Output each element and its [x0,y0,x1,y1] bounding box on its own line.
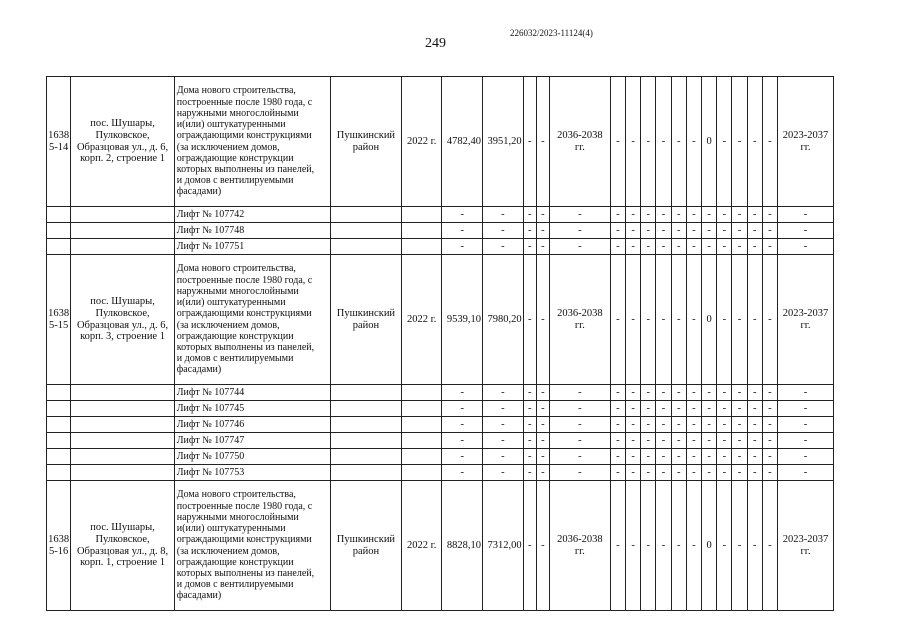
dash-cell: - [442,433,483,449]
final-cell: - [778,239,834,255]
work-cell: - [610,465,625,481]
work-cell: - [626,385,641,401]
area-total-cell: 9539,10 [442,255,483,385]
work-cell: - [747,433,762,449]
dash-cell: - [442,239,483,255]
district-cell: Пушкинский район [330,255,401,385]
work-cell: - [686,433,701,449]
row-id: 1638 5-14 [47,77,71,207]
work-cell: - [641,255,656,385]
work-cell: - [686,465,701,481]
work-cell: - [732,449,747,465]
work-cell: - [732,465,747,481]
work-cell: - [702,465,717,481]
work-cell: - [762,449,777,465]
row-id: 1638 5-15 [47,255,71,385]
work-cell: - [656,401,671,417]
empty-cell [401,465,442,481]
period-cell: 2036-2038 гг. [549,255,610,385]
table-body [47,77,834,611]
empty-cell [47,401,71,417]
work-cell: - [656,239,671,255]
table-row-lift [47,223,834,239]
dash-cell: - [523,481,536,611]
dash-cell: - [483,433,524,449]
work-cell: - [656,465,671,481]
work-cell: - [717,239,732,255]
dash-cell: - [536,449,549,465]
page-number: 249 [425,36,446,51]
work-cell: - [762,77,777,207]
dash-cell: - [483,465,524,481]
work-cell: - [686,223,701,239]
dash-cell: - [549,401,610,417]
work-cell: - [762,255,777,385]
empty-cell [401,207,442,223]
work-cell: - [717,77,732,207]
period-cell: 2036-2038 гг. [549,77,610,207]
final-cell: - [778,223,834,239]
empty-cell [71,401,174,417]
empty-cell [330,449,401,465]
empty-cell [71,385,174,401]
table-row-lift [47,385,834,401]
final-cell: - [778,417,834,433]
work-cell: - [610,417,625,433]
work-cell: - [641,77,656,207]
work-cell: - [610,385,625,401]
work-cell: - [717,417,732,433]
description-cell: Дома нового строительства, построенные после 1980 года, с наружными многослойными и(или) оштукатуренными ограждающими конструкциями (за исключением домов, ограждающие конструкции которых выполнены из панелей, и домов с вентилируемыми фасадами) [174,481,330,611]
work-cell: - [762,465,777,481]
work-cell: 0 [702,255,717,385]
final-cell: - [778,465,834,481]
work-cell: - [671,465,686,481]
empty-cell [401,223,442,239]
dash-cell: - [536,255,549,385]
work-cell: - [656,449,671,465]
final-cell: - [778,207,834,223]
work-cell: - [747,223,762,239]
dash-cell: - [549,207,610,223]
dash-cell: - [536,401,549,417]
work-cell: - [671,417,686,433]
work-cell: - [747,207,762,223]
area-total-cell: 4782,40 [442,77,483,207]
description-cell: Дома нового строительства, построенные после 1980 года, с наружными многослойными и(или) оштукатуренными ограждающими конструкциями (за исключением домов, ограждающие конструкции которых выполнены из панелей, и домов с вентилируемыми фасадами) [174,77,330,207]
table-row-lift [47,239,834,255]
dash-cell: - [442,385,483,401]
final-cell: - [778,401,834,417]
final-period-cell: 2023-2037 гг. [778,255,834,385]
dash-cell: - [549,223,610,239]
work-cell: - [626,481,641,611]
work-cell: - [732,223,747,239]
work-cell: - [641,417,656,433]
empty-cell [71,239,174,255]
work-cell: - [610,401,625,417]
lift-label: Лифт № 107745 [174,401,330,417]
work-cell: - [656,433,671,449]
dash-cell: - [442,223,483,239]
empty-cell [330,223,401,239]
work-cell: - [762,433,777,449]
work-cell: - [641,223,656,239]
work-cell: - [610,255,625,385]
empty-cell [47,449,71,465]
work-cell: - [717,255,732,385]
work-cell: - [732,401,747,417]
dash-cell: - [483,401,524,417]
district-cell: Пушкинский район [330,481,401,611]
empty-cell [71,207,174,223]
dash-cell: - [483,417,524,433]
lift-label: Лифт № 107748 [174,223,330,239]
work-cell: - [610,239,625,255]
work-cell: - [747,481,762,611]
empty-cell [330,433,401,449]
empty-cell [71,465,174,481]
work-cell: - [610,433,625,449]
dash-cell: - [523,433,536,449]
dash-cell: - [536,465,549,481]
work-cell: - [610,449,625,465]
dash-cell: - [536,417,549,433]
work-cell: - [732,239,747,255]
dash-cell: - [442,449,483,465]
work-cell: - [641,481,656,611]
work-cell: - [747,465,762,481]
empty-cell [47,417,71,433]
work-cell: - [717,385,732,401]
dash-cell: - [549,465,610,481]
dash-cell: - [483,239,524,255]
dash-cell: - [523,223,536,239]
work-cell: - [702,401,717,417]
work-cell: - [686,401,701,417]
work-cell: - [732,433,747,449]
dash-cell: - [549,385,610,401]
work-cell: - [717,401,732,417]
final-period-cell: 2023-2037 гг. [778,481,834,611]
work-cell: - [610,77,625,207]
empty-cell [401,239,442,255]
work-cell: - [626,465,641,481]
work-cell: - [732,417,747,433]
empty-cell [330,239,401,255]
work-cell: - [717,223,732,239]
work-cell: - [626,417,641,433]
table-row-lift [47,433,834,449]
row-id: 1638 5-16 [47,481,71,611]
work-cell: - [626,401,641,417]
work-cell: - [702,417,717,433]
work-cell: - [732,207,747,223]
empty-cell [47,433,71,449]
year-cell: 2022 г. [401,77,442,207]
work-cell: - [762,239,777,255]
empty-cell [47,207,71,223]
dash-cell: - [523,255,536,385]
work-cell: - [717,449,732,465]
work-cell: - [610,207,625,223]
work-cell: - [717,481,732,611]
empty-cell [330,207,401,223]
dash-cell: - [523,385,536,401]
work-cell: - [747,239,762,255]
final-cell: - [778,449,834,465]
table-row-lift [47,465,834,481]
lift-label: Лифт № 107746 [174,417,330,433]
table-row-house [47,481,834,611]
empty-cell [330,401,401,417]
dash-cell: - [523,239,536,255]
work-cell: - [747,385,762,401]
work-cell: - [626,207,641,223]
empty-cell [47,223,71,239]
work-cell: - [656,385,671,401]
empty-cell [330,465,401,481]
work-cell: - [717,465,732,481]
work-cell: - [626,77,641,207]
area-living-cell: 7312,00 [483,481,524,611]
empty-cell [401,401,442,417]
year-cell: 2022 г. [401,255,442,385]
dash-cell: - [536,481,549,611]
empty-cell [401,385,442,401]
work-cell: - [641,239,656,255]
housing-table [46,76,834,611]
final-period-cell: 2023-2037 гг. [778,77,834,207]
work-cell: - [671,239,686,255]
dash-cell: - [483,223,524,239]
empty-cell [71,449,174,465]
work-cell: - [671,385,686,401]
work-cell: - [656,207,671,223]
work-cell: 0 [702,77,717,207]
work-cell: - [702,385,717,401]
empty-cell [47,239,71,255]
work-cell: - [626,255,641,385]
empty-cell [71,223,174,239]
dash-cell: - [483,449,524,465]
work-cell: - [641,433,656,449]
dash-cell: - [523,77,536,207]
address-cell: пос. Шушары, Пулковское, Образцовая ул., д. 6, корп. 2, строение 1 [71,77,174,207]
empty-cell [47,465,71,481]
work-cell: - [671,449,686,465]
empty-cell [330,417,401,433]
address-cell: пос. Шушары, Пулковское, Образцовая ул., д. 8, корп. 1, строение 1 [71,481,174,611]
dash-cell: - [523,449,536,465]
empty-cell [71,433,174,449]
dash-cell: - [549,449,610,465]
work-cell: - [626,239,641,255]
dash-cell: - [536,223,549,239]
dash-cell: - [442,401,483,417]
dash-cell: - [549,239,610,255]
empty-cell [401,433,442,449]
work-cell: - [686,481,701,611]
work-cell: 0 [702,481,717,611]
final-cell: - [778,433,834,449]
dash-cell: - [442,465,483,481]
dash-cell: - [442,417,483,433]
work-cell: - [686,77,701,207]
work-cell: - [641,465,656,481]
dash-cell: - [523,465,536,481]
area-living-cell: 7980,20 [483,255,524,385]
work-cell: - [641,207,656,223]
dash-cell: - [483,385,524,401]
dash-cell: - [523,417,536,433]
work-cell: - [641,401,656,417]
work-cell: - [702,449,717,465]
work-cell: - [656,223,671,239]
dash-cell: - [442,207,483,223]
work-cell: - [656,481,671,611]
dash-cell: - [536,77,549,207]
work-cell: - [641,385,656,401]
lift-label: Лифт № 107753 [174,465,330,481]
empty-cell [47,385,71,401]
work-cell: - [702,239,717,255]
work-cell: - [732,481,747,611]
work-cell: - [717,433,732,449]
work-cell: - [762,481,777,611]
work-cell: - [732,255,747,385]
table-row-house [47,77,834,207]
description-cell: Дома нового строительства, построенные после 1980 года, с наружными многослойными и(или) оштукатуренными ограждающими конструкциями (за исключением домов, ограждающие конструкции которых выполнены из панелей, и домов с вентилируемыми фасадами) [174,255,330,385]
work-cell: - [671,433,686,449]
work-cell: - [686,255,701,385]
dash-cell: - [549,417,610,433]
work-cell: - [747,449,762,465]
table-row-lift [47,207,834,223]
empty-cell [401,449,442,465]
work-cell: - [610,223,625,239]
dash-cell: - [483,207,524,223]
work-cell: - [762,417,777,433]
work-cell: - [671,207,686,223]
document-number: 226032/2023-11124(4) [510,28,593,38]
work-cell: - [747,417,762,433]
work-cell: - [671,481,686,611]
work-cell: - [671,255,686,385]
work-cell: - [656,77,671,207]
empty-cell [71,417,174,433]
work-cell: - [626,449,641,465]
work-cell: - [686,449,701,465]
work-cell: - [747,255,762,385]
work-cell: - [702,207,717,223]
work-cell: - [656,255,671,385]
empty-cell [330,385,401,401]
work-cell: - [626,433,641,449]
period-cell: 2036-2038 гг. [549,481,610,611]
lift-label: Лифт № 107751 [174,239,330,255]
dash-cell: - [536,207,549,223]
work-cell: - [686,239,701,255]
table-row-lift [47,401,834,417]
work-cell: - [762,223,777,239]
work-cell: - [732,77,747,207]
work-cell: - [702,223,717,239]
work-cell: - [747,401,762,417]
table-row-house [47,255,834,385]
work-cell: - [732,385,747,401]
dash-cell: - [523,207,536,223]
work-cell: - [686,417,701,433]
dash-cell: - [536,433,549,449]
work-cell: - [762,401,777,417]
area-total-cell: 8828,10 [442,481,483,611]
district-cell: Пушкинский район [330,77,401,207]
dash-cell: - [523,401,536,417]
lift-label: Лифт № 107744 [174,385,330,401]
work-cell: - [686,385,701,401]
work-cell: - [702,433,717,449]
work-cell: - [686,207,701,223]
work-cell: - [626,223,641,239]
year-cell: 2022 г. [401,481,442,611]
dash-cell: - [549,433,610,449]
final-cell: - [778,385,834,401]
work-cell: - [610,481,625,611]
work-cell: - [671,77,686,207]
work-cell: - [641,449,656,465]
table-row-lift [47,417,834,433]
work-cell: - [747,77,762,207]
work-cell: - [762,385,777,401]
work-cell: - [762,207,777,223]
dash-cell: - [536,385,549,401]
work-cell: - [671,223,686,239]
lift-label: Лифт № 107750 [174,449,330,465]
lift-label: Лифт № 107747 [174,433,330,449]
lift-label: Лифт № 107742 [174,207,330,223]
work-cell: - [656,417,671,433]
work-cell: - [671,401,686,417]
work-cell: - [717,207,732,223]
empty-cell [401,417,442,433]
table-row-lift [47,449,834,465]
dash-cell: - [536,239,549,255]
address-cell: пос. Шушары, Пулковское, Образцовая ул., д. 6, корп. 3, строение 1 [71,255,174,385]
area-living-cell: 3951,20 [483,77,524,207]
